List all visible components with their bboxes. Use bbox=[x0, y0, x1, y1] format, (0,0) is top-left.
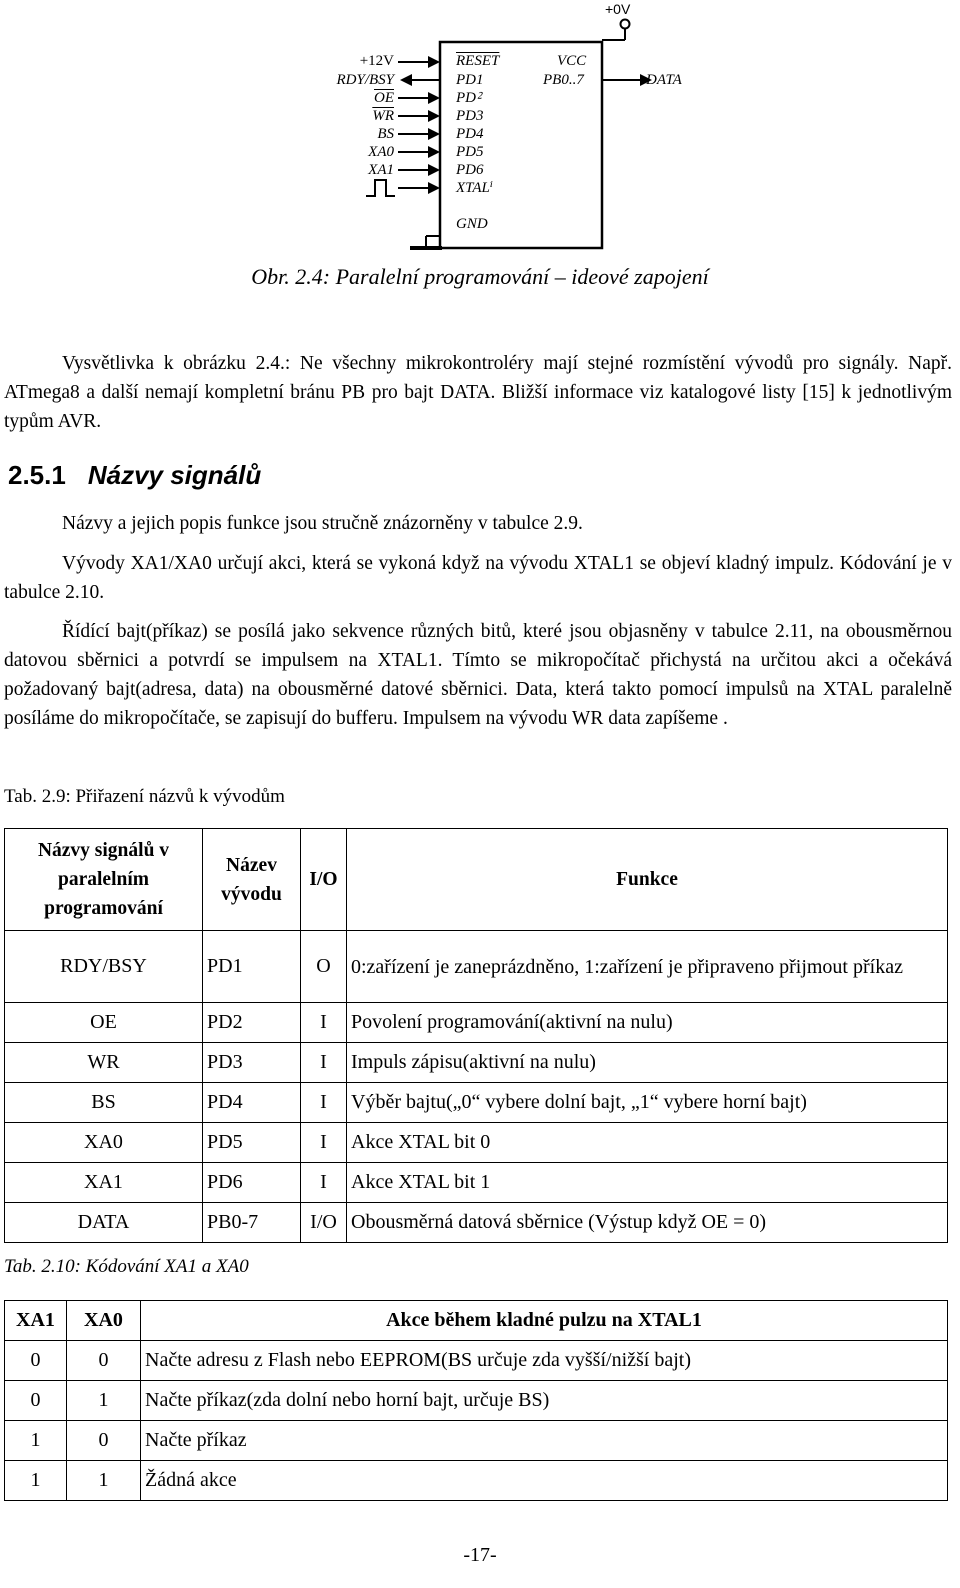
section-heading bbox=[8, 460, 261, 491]
supply-terminal bbox=[621, 20, 630, 29]
table-row: BS PD4 I Výběr bajtu(„0“ vybere dolní bajt, „1“ vybere horní bajt) bbox=[5, 1083, 948, 1123]
paragraph: Názvy a jejich popis funkce jsou stručně znázorněny v tabulce 2.9. bbox=[62, 513, 583, 534]
signal-label: BS bbox=[377, 126, 394, 142]
table-header: I/O bbox=[301, 829, 347, 931]
data-label: DATA bbox=[646, 72, 682, 88]
table-row: 0 0 Načte adresu z Flash nebo EEPROM(BS určuje zda vyšší/nižší bajt) bbox=[5, 1341, 948, 1381]
signal-label: +12V bbox=[359, 53, 394, 69]
chip-pin-label: PD1 bbox=[456, 72, 484, 88]
supply-label: +0V bbox=[605, 1, 631, 17]
table-row: XA1 PD6 I Akce XTAL bit 1 bbox=[5, 1163, 948, 1203]
chip-pin-label: PB0..7 bbox=[543, 72, 584, 88]
table-row: 1 1 Žádná akce bbox=[5, 1461, 948, 1501]
chip-gnd-label: GND bbox=[456, 216, 488, 232]
signal-label: XA0 bbox=[368, 144, 394, 160]
chip-pin-label: XTALⁱ bbox=[456, 180, 493, 196]
signal-label: $\overline{WR}$ bbox=[372, 108, 394, 124]
table-header: Názvy signálů v paralelním programování bbox=[5, 829, 203, 931]
arrow-heads bbox=[400, 56, 440, 194]
table-header-row bbox=[5, 1301, 948, 1341]
chip-pin-label: PD4 bbox=[456, 126, 484, 142]
signal-label: RDY/BSY bbox=[336, 72, 394, 88]
paragraph: Vývody XA1/XA0 určují akci, která se vykoná když na vývodu XTAL1 se objeví kladný impulz. Kódování je v tabulce 2.10. bbox=[4, 553, 952, 603]
signal-label: XA1 bbox=[368, 162, 394, 178]
chip-pin-label: PD5 bbox=[456, 144, 484, 160]
table2-caption: Tab. 2.10: Kódování XA1 a XA0 bbox=[4, 1256, 249, 1277]
table-header: XA1 bbox=[5, 1301, 67, 1341]
table-header: Akce během kladné pulzu na XTAL1 bbox=[141, 1301, 948, 1341]
signal-table bbox=[4, 828, 948, 1243]
figure-caption: Obr. 2.4: Paralelní programování – ideové zapojení bbox=[251, 264, 709, 289]
section-title: Názvy signálů bbox=[87, 460, 262, 490]
table-row: DATA PB0-7 I/O Obousměrná datová sběrnice (Výstup když OE = 0) bbox=[5, 1203, 948, 1243]
table-header: Název vývodu bbox=[203, 829, 301, 931]
section-number: 2.5.1 bbox=[8, 460, 66, 490]
table-header: Funkce bbox=[347, 829, 948, 931]
chip-pin-label: VCC bbox=[557, 53, 587, 69]
note-paragraph: Vysvětlivka k obrázku 2.4.: Ne všechny mikrokontroléry mají stejné rozmístění vývodů pro signály. Např. ATmega8 a další nemají kompletní bránu PB pro bajt DATA. Bližší informace viz katalogové listy [15] k jednotlivým typům AVR. bbox=[4, 353, 952, 432]
table1-caption: Tab. 2.9: Přiřazení názvů k vývodům bbox=[4, 786, 285, 807]
chip-pin-label: PD6 bbox=[456, 162, 484, 178]
table-row: 1 0 Načte příkaz bbox=[5, 1421, 948, 1461]
table-row: OE PD2 I Povolení programování(aktivní na nulu) bbox=[5, 1003, 948, 1043]
table-header-row bbox=[5, 829, 948, 931]
table-row: 0 1 Načte příkaz(zda dolní nebo horní bajt, určuje BS) bbox=[5, 1381, 948, 1421]
page-number: -17- bbox=[463, 1544, 497, 1566]
table-header: XA0 bbox=[67, 1301, 141, 1341]
chip-pin-label: PD⁲ bbox=[456, 90, 482, 106]
signal-label: $\overline{OE}$ bbox=[374, 90, 394, 106]
paragraph: Řídící bajt(příkaz) se posílá jako sekvence různých bitů, které jsou objasněny v tabulce 2.11, na obousměrnou datovou sběrnici a potvrdí se impulsem na XTAL1. Tímto se mikropočítač přichystá na určitou akci a očekává požadovaný bajt(adresa, data) na obousměrné datové sběrnici. Data, která takto pomocí impulsů na XTAL paralelně posíláme do mikropočítače, se zapisují do bufferu. Impulsem na vývodu WR data zapíšeme . bbox=[4, 621, 952, 729]
clock-pulse-icon bbox=[366, 180, 395, 196]
encoding-table bbox=[4, 1300, 948, 1501]
table-row: XA0 PD5 I Akce XTAL bit 0 bbox=[5, 1123, 948, 1163]
table-row: WR PD3 I Impuls zápisu(aktivní na nulu) bbox=[5, 1043, 948, 1083]
chip-pin-label: RESET bbox=[456, 53, 500, 69]
chip-pin-label: PD3 bbox=[456, 108, 484, 124]
table-row: RDY/BSY PD1 O 0:zařízení je zaneprázdněno, 1:zařízení je připraveno přijmout příkaz bbox=[5, 931, 948, 1003]
